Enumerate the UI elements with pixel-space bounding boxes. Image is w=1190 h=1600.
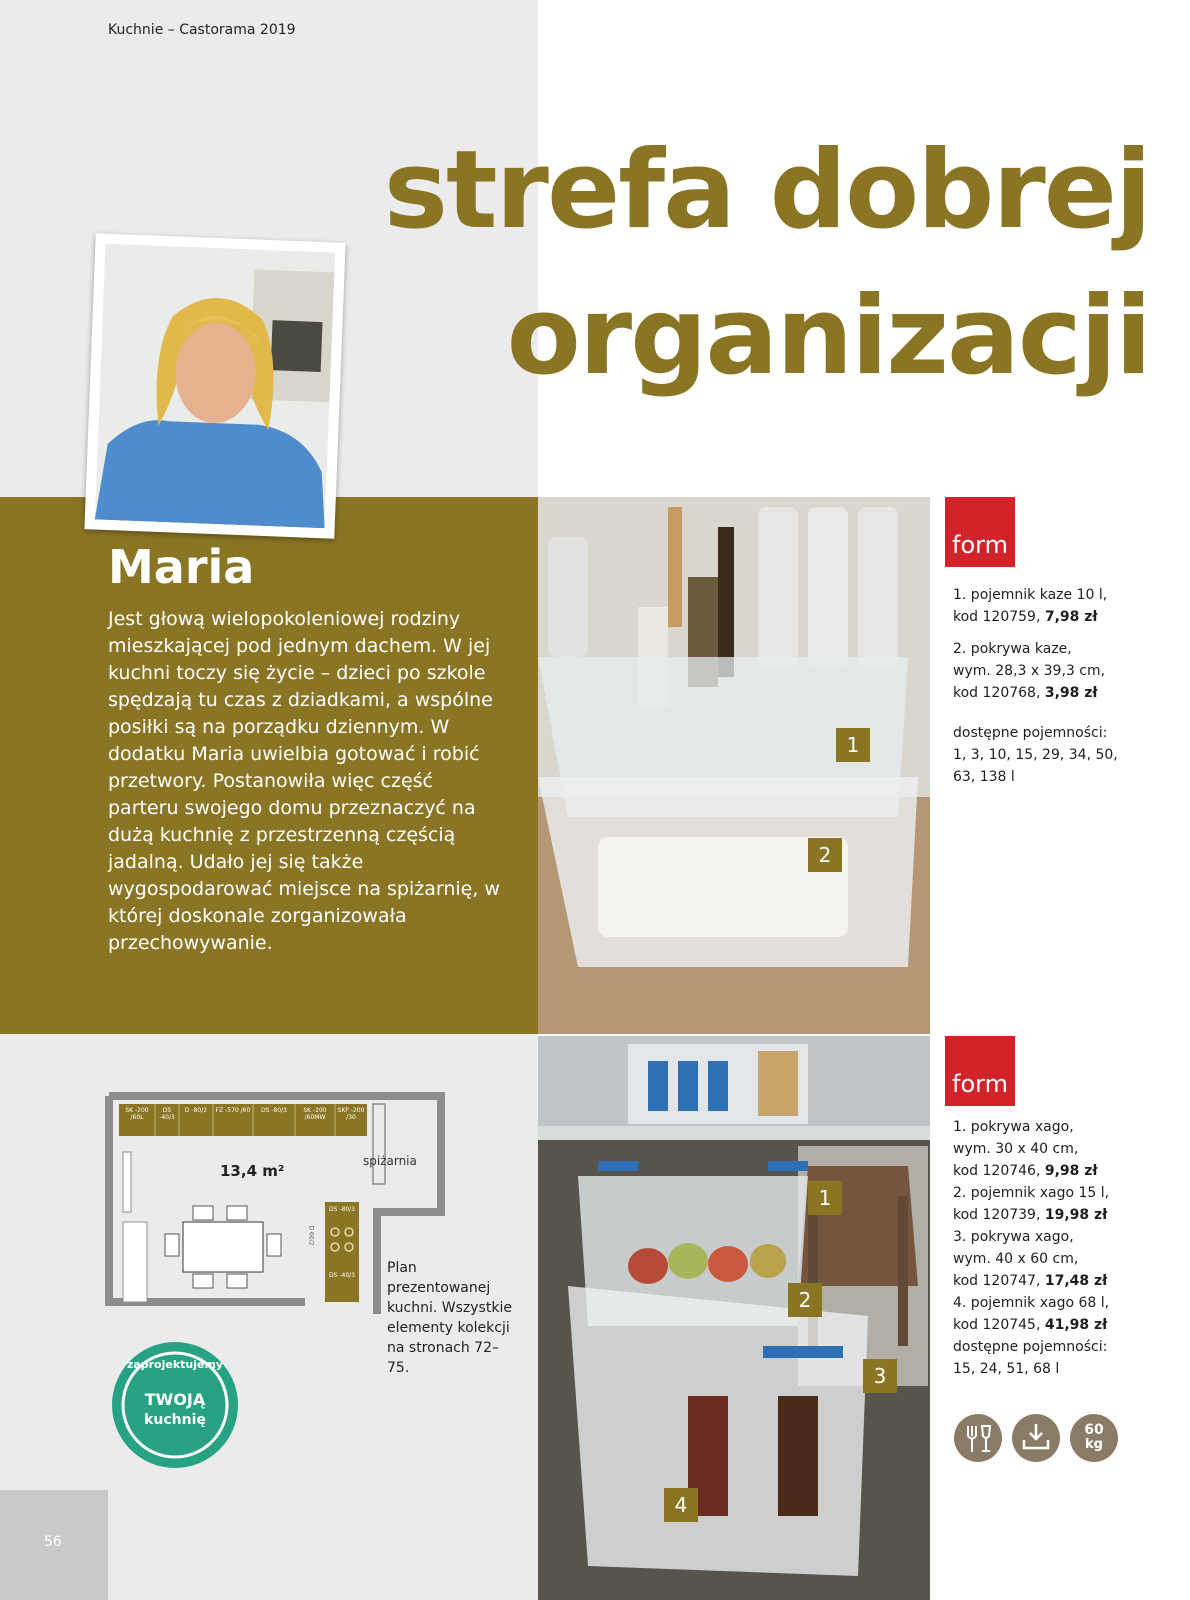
form-brand-logo: form bbox=[945, 497, 1015, 567]
floor-plan-caption: Plan prezentowanej kuchni. Wszystkie elementy kolekcji na stronach 72–75. bbox=[387, 1260, 512, 1376]
profile-bio: Jest głową wielopokoleniowej rodziny mieszkającej pod jednym dachem. W jej kuchni toczy się życie – dzieci po szkole spędzają tu czas z dziadkami, a wspólne posiłki są na porządku dziennym. W dodatku Maria uwielbia gotować i robić przetwory. Postanowiła więc część parteru swojego domu przeznaczyć na dużą kuchnię z przestrzenną częścią jadalną. Udało jej się także wygospodarować miejsce na spiżarnię, w której doskonale zorganizowała przechowywanie. bbox=[108, 608, 500, 954]
callout-number: 4 bbox=[664, 1488, 698, 1522]
portrait-image bbox=[95, 244, 335, 529]
spec-line: 1. pokrywa xago, bbox=[953, 1119, 1074, 1135]
price: 3,98 zł bbox=[1044, 685, 1098, 701]
callout-number: 1 bbox=[836, 728, 870, 762]
spec-line: 3. pokrywa xago, bbox=[953, 1229, 1074, 1245]
running-head: Kuchnie – Castorama 2019 bbox=[108, 22, 296, 38]
page-number: 56 bbox=[44, 1534, 62, 1550]
price: 17,48 zł bbox=[1044, 1273, 1108, 1289]
spec-line: 2. pojemnik xago 15 l, bbox=[953, 1185, 1110, 1201]
profile-name: Maria bbox=[108, 540, 255, 594]
callout-number: 3 bbox=[863, 1359, 897, 1393]
spec-line: 4. pojemnik xago 68 l, bbox=[953, 1295, 1110, 1311]
pantry-label: spiżarnia bbox=[363, 1154, 417, 1168]
headline-line-1: strefa dobrej bbox=[383, 128, 1150, 253]
module-label: SKP -200 /30 bbox=[337, 1107, 365, 1121]
cabinet-module-labels bbox=[119, 1107, 367, 1121]
price: 9,98 zł bbox=[1044, 1163, 1098, 1179]
price: 19,98 zł bbox=[1044, 1207, 1108, 1223]
capacities-label: dostępne pojemności: bbox=[953, 1339, 1108, 1355]
spec-line: 1. pojemnik kaze 10 l, bbox=[953, 587, 1108, 603]
storage-boxes-photo-1 bbox=[538, 497, 930, 1034]
portrait-photo bbox=[84, 233, 345, 538]
callout-number: 2 bbox=[808, 838, 842, 872]
badge-middle-text: TWOJĄ bbox=[144, 1390, 206, 1409]
hob-label: D 60/2 bbox=[307, 1225, 315, 1246]
product-set-2-specs bbox=[953, 1116, 1109, 1380]
load-capacity-icon bbox=[1070, 1414, 1118, 1462]
stackable-icon bbox=[1012, 1414, 1060, 1462]
capacities-values: 1, 3, 10, 15, 29, 34, 50, bbox=[953, 747, 1118, 763]
module-label: DS -40/3 bbox=[159, 1107, 175, 1121]
badge-top-text: zaprojektujemy bbox=[126, 1358, 224, 1371]
product-set-1-specs bbox=[953, 584, 1118, 788]
floor-area: 13,4 m² bbox=[220, 1162, 285, 1180]
load-unit: kg bbox=[1085, 1437, 1103, 1452]
load-value: 60 bbox=[1084, 1422, 1104, 1438]
callout-number: 2 bbox=[788, 1283, 822, 1317]
capacities-values: 63, 138 l bbox=[953, 769, 1015, 785]
module-label: D -80/2 bbox=[184, 1107, 208, 1114]
callout-number: 1 bbox=[808, 1181, 842, 1215]
module-label: DS -80/3 bbox=[329, 1206, 355, 1213]
spec-line: kod 120746, 9,98 zł bbox=[953, 1163, 1098, 1179]
headline-line-2: organizacji bbox=[506, 274, 1150, 399]
module-label: SK -200 /60L bbox=[125, 1107, 149, 1121]
form-brand-logo: form bbox=[945, 1036, 1015, 1106]
module-label: SK -200 /60MW bbox=[303, 1107, 327, 1121]
spec-line: kod 120747, 17,48 zł bbox=[953, 1273, 1108, 1289]
module-label: DS -40/3 bbox=[329, 1272, 355, 1279]
spec-line: wym. 40 x 60 cm, bbox=[953, 1251, 1079, 1267]
spec-line: kod 120768, 3,98 zł bbox=[953, 685, 1098, 701]
module-label: DS -80/3 bbox=[261, 1107, 287, 1114]
badge-bottom-text: kuchnię bbox=[144, 1412, 206, 1428]
spec-line: kod 120745, 41,98 zł bbox=[953, 1317, 1108, 1333]
price: 7,98 zł bbox=[1044, 609, 1098, 625]
spec-line: 2. pokrywa kaze, bbox=[953, 641, 1072, 657]
spec-line: kod 120759, 7,98 zł bbox=[953, 609, 1098, 625]
capacities-label: dostępne pojemności: bbox=[953, 725, 1108, 741]
capacities-values: 15, 24, 51, 68 l bbox=[953, 1361, 1060, 1377]
spec-line: kod 120739, 19,98 zł bbox=[953, 1207, 1108, 1223]
page-headline bbox=[290, 118, 1150, 410]
spec-line: wym. 30 x 40 cm, bbox=[953, 1141, 1079, 1157]
spec-line: wym. 28,3 x 39,3 cm, bbox=[953, 663, 1106, 679]
food-safe-icon bbox=[954, 1414, 1002, 1462]
storage-boxes-photo-2 bbox=[538, 1036, 930, 1600]
price: 41,98 zł bbox=[1044, 1317, 1108, 1333]
design-service-badge[interactable] bbox=[112, 1342, 238, 1468]
module-label: FZ -570 /60 bbox=[215, 1107, 251, 1114]
